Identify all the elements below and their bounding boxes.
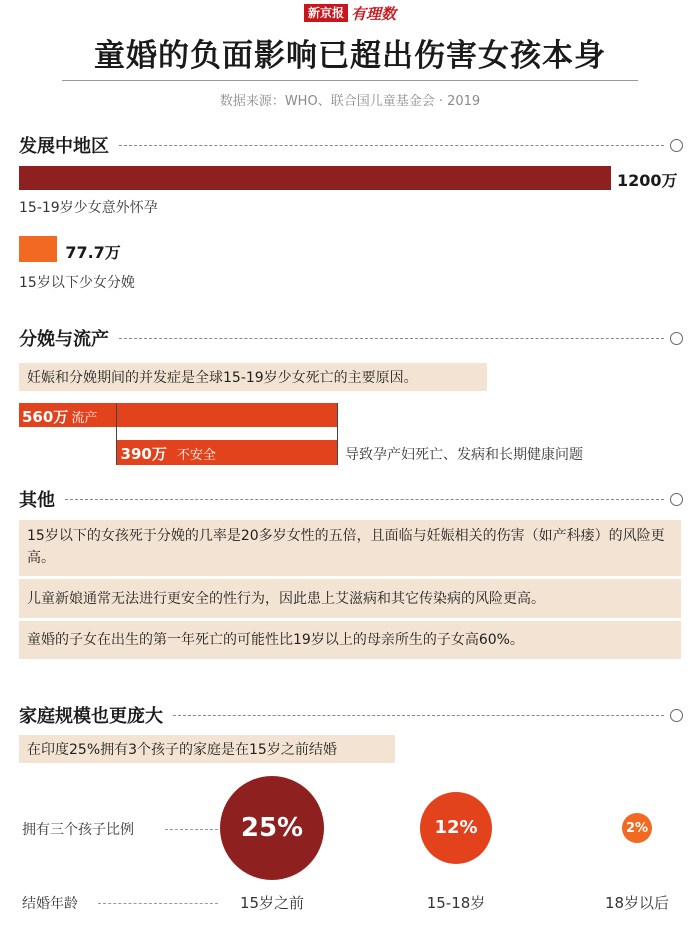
info-item: 童婚的子女在出生的第一年死亡的可能性比19岁以上的母亲所生的子女高60%。 [19, 621, 681, 659]
section-title: 发展中地区 [19, 136, 109, 157]
bubble-3 [622, 813, 652, 843]
circle-icon [670, 139, 683, 152]
bar-label-teen-pregnancy: 15-19岁少女意外怀孕 [19, 200, 158, 216]
page-title: 童婚的负面影响已超出伤害女孩本身 [94, 38, 606, 74]
childbirth-note: 妊娠和分娩期间的并发症是全球15-19岁少女死亡的主要原因。 [19, 363, 487, 391]
dashed-line [173, 715, 664, 716]
bar-teen-pregnancy [19, 166, 611, 190]
section-childbirth [19, 325, 683, 351]
section-title: 分娩与流产 [19, 329, 109, 350]
dashed-line [65, 499, 664, 500]
bubble-value: 2% [625, 820, 649, 836]
bubble-2 [420, 792, 492, 864]
bar-label-under15-birth: 15岁以下少女分娩 [19, 275, 135, 291]
circle-icon [670, 709, 683, 722]
info-item: 15岁以下的女孩死于分娩的几率是20多岁女性的五倍，且面临与妊娠相关的伤害（如产科瘘）的风险更高。 [19, 520, 681, 576]
bar-value-teen-pregnancy: 1200万 [617, 171, 678, 190]
source-note: 数据来源：WHO、联合国儿童基金会 · 2019 [219, 94, 481, 109]
section-title: 家庭规模也更庞大 [19, 706, 163, 727]
bar-value-abortion: 560万 [22, 408, 69, 426]
section-title: 其他 [19, 490, 55, 511]
bracket-line [337, 403, 338, 465]
family-note: 在印度25%拥有3个孩子的家庭是在15岁之前结婚 [19, 735, 395, 763]
bar-value-unsafe: 390万 [120, 445, 167, 463]
y-axis-label: 拥有三个孩子比例 [22, 822, 134, 838]
title-divider [62, 80, 638, 81]
bar-label-abortion [22, 406, 97, 427]
bubble-value: 12% [434, 817, 478, 839]
bar-label-unsafe [121, 443, 216, 464]
bar-value-under15-birth: 77.7万 [65, 243, 121, 262]
abortion-consequence: 导致孕产妇死亡、发病和长期健康问题 [345, 447, 583, 463]
bar-category-abortion: 流产 [71, 411, 98, 426]
section-family [19, 702, 683, 728]
logo-box: 新京报 [304, 4, 348, 22]
circle-icon [670, 493, 683, 506]
x-axis-label: 结婚年龄 [22, 896, 78, 912]
info-item: 儿童新娘通常无法进行更安全的性行为，因此患上艾滋病和其它传染病的风险更高。 [19, 579, 681, 618]
section-developing [19, 132, 683, 158]
bubble-1 [220, 776, 324, 880]
bar-category-unsafe: 不安全 [176, 448, 216, 463]
bracket-line [116, 403, 117, 465]
x-tick-label: 15-18岁 [426, 894, 486, 912]
logo-script: 有理数 [351, 4, 397, 23]
dashed-line [119, 338, 664, 339]
dashed-line [119, 145, 664, 146]
dashed-line [165, 829, 223, 830]
x-tick-label: 18岁以后 [604, 894, 670, 912]
logo [304, 4, 396, 22]
dashed-line [98, 903, 218, 904]
circle-icon [670, 332, 683, 345]
bubble-value: 25% [240, 813, 304, 843]
section-other [19, 486, 683, 512]
bar-under15-birth [19, 236, 57, 262]
x-tick-label: 15岁之前 [239, 894, 305, 912]
